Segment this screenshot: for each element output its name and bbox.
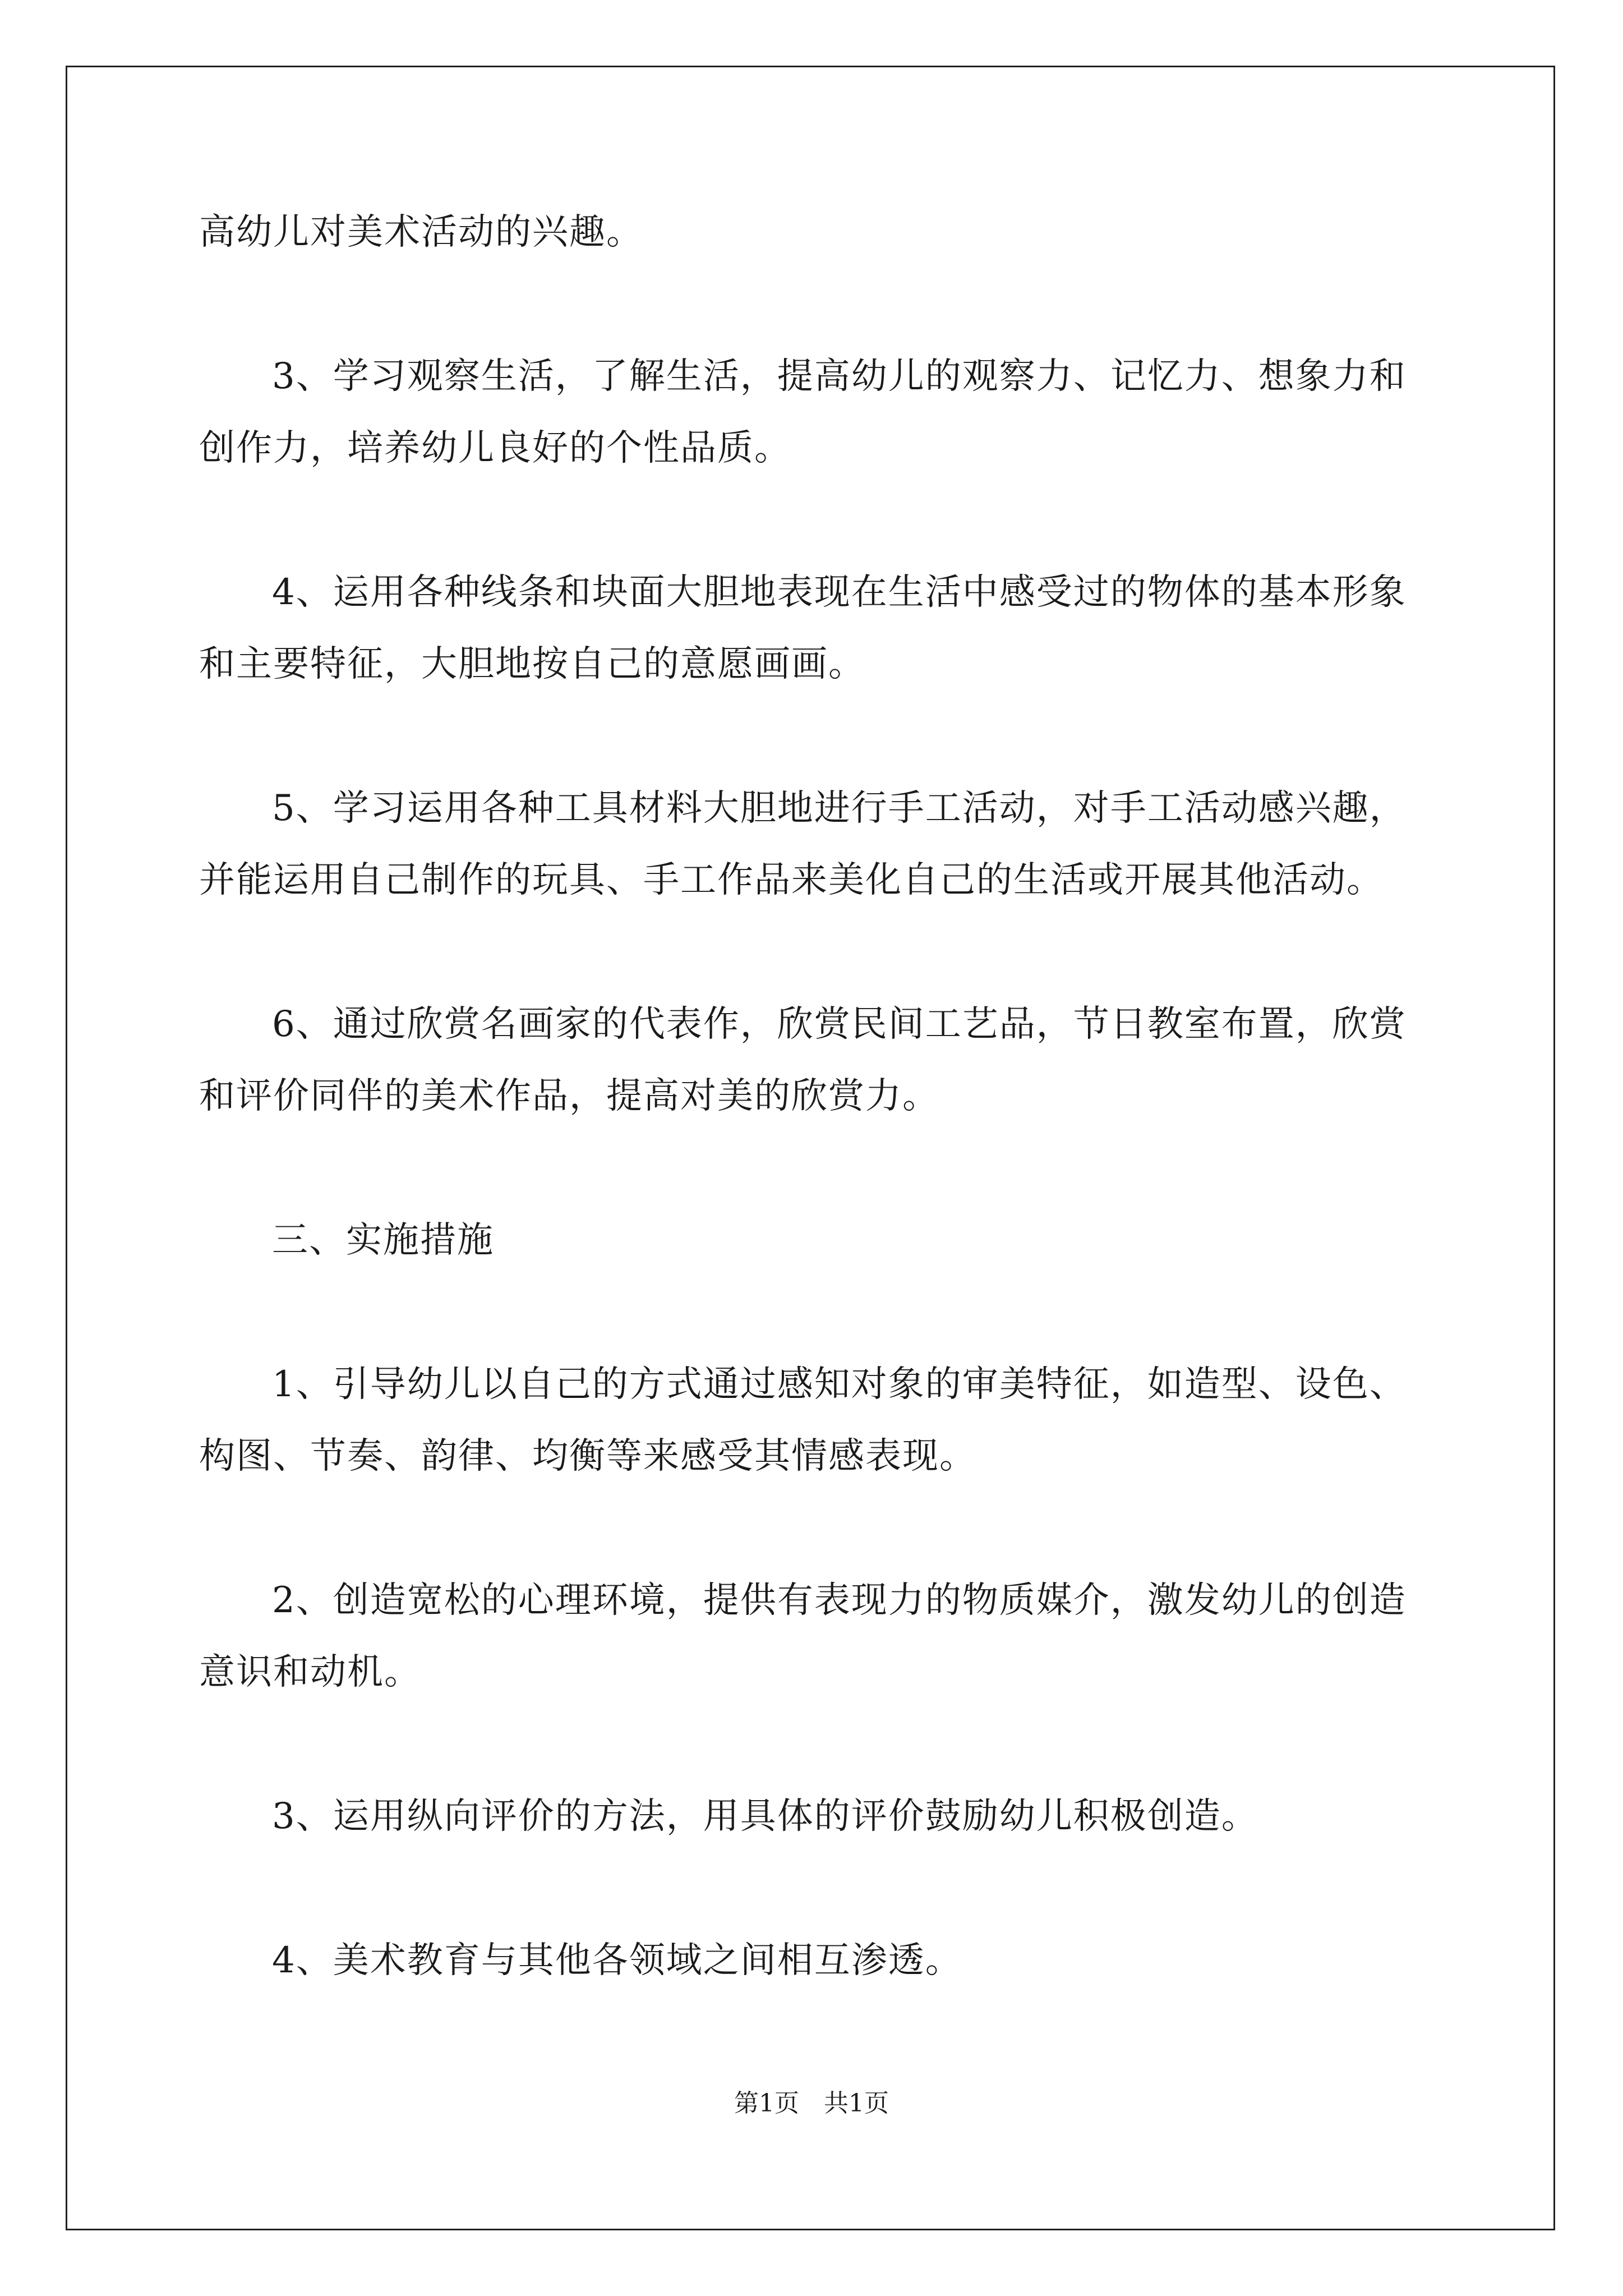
paragraph-item-3: 3、学习观察生活，了解生活，提高幼儿的观察力、记忆力、想象力和创作力，培养幼儿良好的个性品质。 [199,356,1407,469]
paragraph-item-5: 5、学习运用各种工具材料大胆地进行手工活动，对手工活动感兴趣，并能运用自己制作的玩具、手工作品来美化自己的生活或开展其他活动。 [199,788,1407,901]
section-heading-measures: 三、实施措施 [272,1220,494,1261]
document-body [199,196,1433,2069]
measure-item-4: 4、美术教育与其他各领域之间相互渗透。 [272,1940,962,1981]
measure-item-3: 3、运用纵向评价的方法，用具体的评价鼓励幼儿积极创造。 [272,1796,1258,1837]
measure-item-2: 2、创造宽松的心理环境，提供有表现力的物质媒介，激发幼儿的创造意识和动机。 [199,1580,1407,1693]
paragraph-item-6: 6、通过欣赏名画家的代表作，欣赏民间工艺品，节日教室布置，欣赏和评价同伴的美术作品，提高对美的欣赏力。 [199,1004,1407,1117]
page-footer [0,2087,1623,2120]
paragraph-item-4: 4、运用各种线条和块面大胆地表现在生活中感受过的物体的基本形象和主要特征，大胆地按自己的意愿画画。 [199,572,1407,685]
page-number-label: 第1页 共1页 [734,2089,889,2118]
measure-item-1: 1、引导幼儿以自己的方式通过感知对象的审美特征，如造型、设色、构图、节奏、韵律、均衡等来感受其情感表现。 [199,1364,1407,1477]
paragraph-continuation: 高幼儿对美术活动的兴趣。 [199,211,643,253]
